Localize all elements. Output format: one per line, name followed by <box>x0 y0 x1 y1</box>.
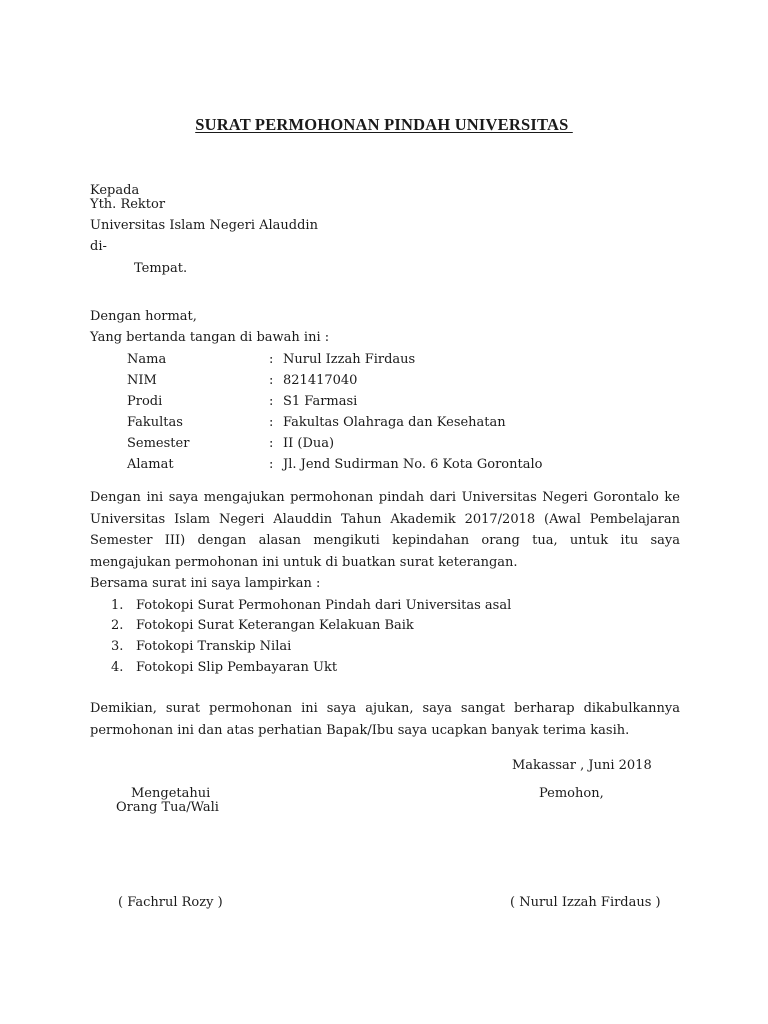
attachment-text: Fotokopi Surat Keterangan Kelakuan Baik <box>136 618 414 633</box>
attachment-number: 1. <box>111 598 124 613</box>
identity-label: Semester <box>127 436 190 451</box>
identity-value: S1 Farmasi <box>283 394 358 409</box>
attachment-number: 2. <box>111 618 124 633</box>
attachment-text: Fotokopi Slip Pembayaran Ukt <box>136 660 338 675</box>
identity-separator: : <box>269 436 274 451</box>
recipient-di: di- <box>90 239 107 254</box>
body-paragraph: Dengan ini saya mengajukan permohonan pindah dari Universitas Negeri Gorontalo ke Universitas Islam Negeri Alauddin Tahun Akademik 2017/2018 (Awal Pembelajaran Semester III) dengan alasan mengikuti kepindahan orang tua, untuk itu saya mengajukan permohonan ini untuk di buatkan surat keterangan. <box>90 490 680 570</box>
identity-value: Fakultas Olahraga dan Kesehatan <box>283 415 506 430</box>
identity-value: Nurul Izzah Firdaus <box>283 352 416 367</box>
identity-separator: : <box>269 457 274 472</box>
letter-title <box>0 117 768 134</box>
identity-value: Jl. Jend Sudirman No. 6 Kota Gorontalo <box>283 457 543 472</box>
signature-left-title: Mengetahui <box>131 786 211 801</box>
letter-title-text: SURAT PERMOHONAN PINDAH UNIVERSITAS <box>195 115 573 134</box>
identity-separator: : <box>269 394 274 409</box>
attachments-intro: Bersama surat ini saya lampirkan : <box>90 576 321 591</box>
identity-separator: : <box>269 373 274 388</box>
place-date: Makassar , Juni 2018 <box>512 758 652 773</box>
attachment-text: Fotokopi Transkip Nilai <box>136 639 292 654</box>
attachment-number: 3. <box>111 639 124 654</box>
attachment-text: Fotokopi Surat Permohonan Pindah dari Universitas asal <box>136 598 512 613</box>
signature-left-name: ( Fachrul Rozy ) <box>118 895 223 910</box>
closing-paragraph: Demikian, surat permohonan ini saya ajukan, saya sangat berharap dikabulkannya permohonan ini dan atas perhatian Bapak/Ibu saya ucapkan banyak terima kasih. <box>90 701 680 738</box>
signature-left-role: Orang Tua/Wali <box>116 800 219 815</box>
recipient-yth: Yth. Rektor <box>90 197 166 212</box>
identity-label: NIM <box>127 373 157 388</box>
signature-right-name: ( Nurul Izzah Firdaus ) <box>510 895 661 910</box>
identity-label: Alamat <box>127 457 174 472</box>
identity-separator: : <box>269 352 274 367</box>
greeting: Dengan hormat, <box>90 309 197 324</box>
recipient-kepada: Kepada <box>90 183 140 198</box>
signature-right-title: Pemohon, <box>539 786 604 801</box>
recipient-tempat: Tempat. <box>134 261 188 276</box>
attachment-number: 4. <box>111 660 124 675</box>
identity-label: Prodi <box>127 394 163 409</box>
identity-value: 821417040 <box>283 373 358 388</box>
identity-value: II (Dua) <box>283 436 335 451</box>
identity-separator: : <box>269 415 274 430</box>
identity-label: Nama <box>127 352 167 367</box>
intro-line: Yang bertanda tangan di bawah ini : <box>90 330 330 345</box>
identity-label: Fakultas <box>127 415 183 430</box>
recipient-institution: Universitas Islam Negeri Alauddin <box>90 218 318 233</box>
